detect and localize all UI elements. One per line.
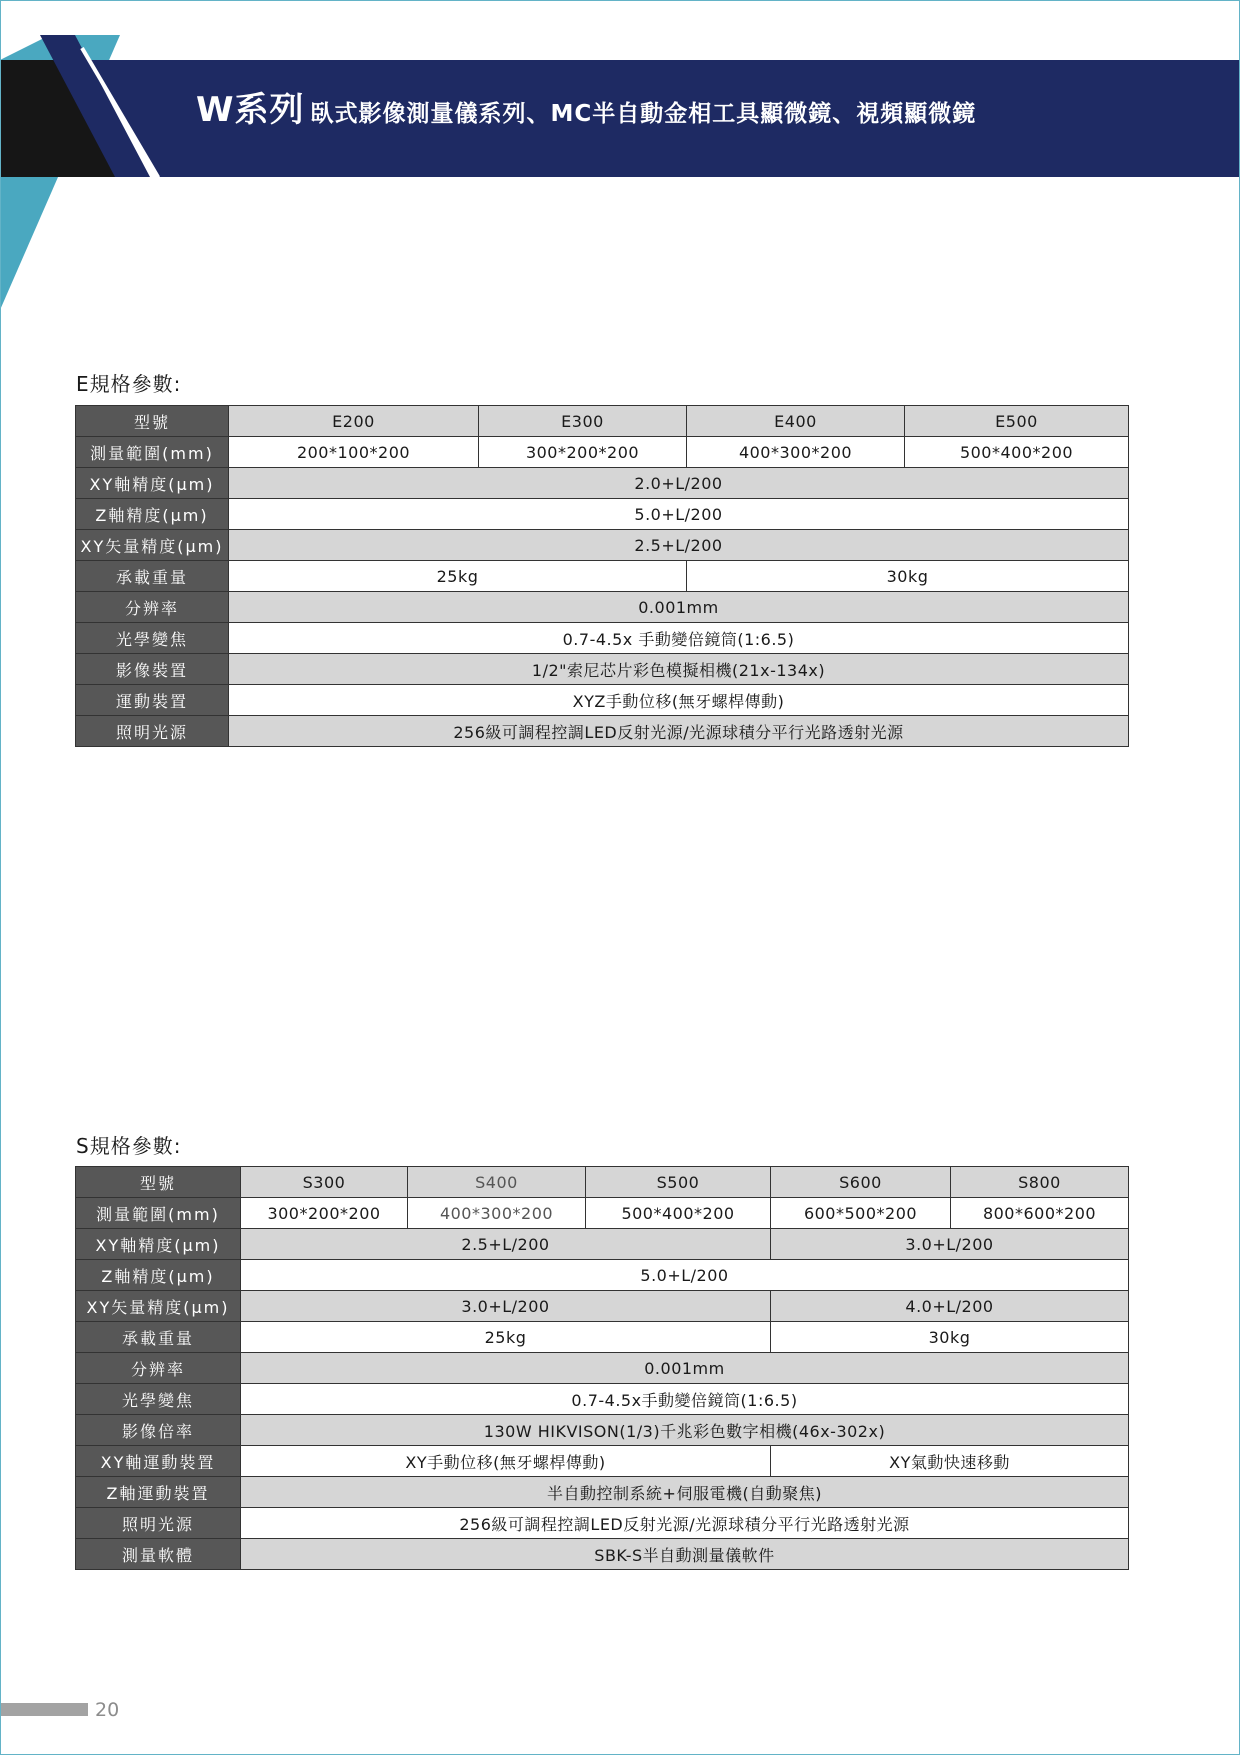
table-row [76,561,1129,592]
table-cell: S300 [241,1167,408,1198]
table-row [76,1229,1129,1260]
table-cell: E400 [687,406,905,437]
table-cell: 0.001mm [241,1353,1129,1384]
table-cell: 30kg [771,1322,1129,1353]
row-label: XY矢量精度(μm) [76,530,229,561]
row-label: 測量軟體 [76,1539,241,1570]
row-label: 承載重量 [76,561,229,592]
s-spec-table [75,1166,1129,1570]
row-label: 型號 [76,406,229,437]
table-cell: 300*200*200 [479,437,687,468]
row-label: 照明光源 [76,716,229,747]
table-cell: 0.001mm [229,592,1129,623]
series-brand: W系列 [196,90,305,130]
table-row [76,1198,1129,1229]
table-cell: 5.0+L/200 [241,1260,1129,1291]
table-row [76,1446,1129,1477]
table-cell: XY手動位移(無牙螺桿傳動) [241,1446,771,1477]
table-cell: XYZ手動位移(無牙螺桿傳動) [229,685,1129,716]
table-cell: 130W HIKVISON(1/3)千兆彩色數字相機(46x-302x) [241,1415,1129,1446]
table-cell: 4.0+L/200 [771,1291,1129,1322]
row-label: 測量範圍(mm) [76,1198,241,1229]
table-row [76,406,1129,437]
row-label: 測量範圍(mm) [76,437,229,468]
table-row [76,1415,1129,1446]
series-subtitle: 臥式影像測量儀系列、MC半自動金相工具顯微鏡、視頻顯微鏡 [310,101,977,127]
table-cell: 2.5+L/200 [241,1229,771,1260]
table-cell: 25kg [229,561,687,592]
table-cell: 800*600*200 [951,1198,1129,1229]
table-cell: S600 [771,1167,951,1198]
table-row [76,530,1129,561]
row-label: 影像裝置 [76,654,229,685]
table-row [76,499,1129,530]
table-cell: 300*200*200 [241,1198,408,1229]
table-cell: 600*500*200 [771,1198,951,1229]
row-label: Z軸運動裝置 [76,1477,241,1508]
table-cell: 400*300*200 [687,437,905,468]
table-cell: S400 [408,1167,586,1198]
row-label: XY軸精度(μm) [76,1229,241,1260]
row-label: 分辨率 [76,592,229,623]
table-cell: 200*100*200 [229,437,479,468]
row-label: Z軸精度(μm) [76,1260,241,1291]
table-row [76,1508,1129,1539]
table-row [76,654,1129,685]
table-row [76,468,1129,499]
e-spec-table [75,405,1129,747]
table-cell: 2.5+L/200 [229,530,1129,561]
table-row [76,1260,1129,1291]
table-cell: 25kg [241,1322,771,1353]
table-cell: S800 [951,1167,1129,1198]
table-row [76,1353,1129,1384]
table-row [76,1384,1129,1415]
table-row [76,623,1129,654]
row-label: 型號 [76,1167,241,1198]
table-cell: 30kg [687,561,1129,592]
s-spec-heading: S規格參數: [76,1134,182,1158]
e-spec-heading: E規格參數: [76,372,182,396]
table-row [76,437,1129,468]
table-cell: 500*400*200 [586,1198,771,1229]
row-label: XY軸精度(μm) [76,468,229,499]
table-row [76,1477,1129,1508]
table-cell: E300 [479,406,687,437]
table-row [76,1291,1129,1322]
table-cell: 3.0+L/200 [771,1229,1129,1260]
table-row [76,716,1129,747]
table-cell: 256級可調程控調LED反射光源/光源球積分平行光路透射光源 [229,716,1129,747]
row-label: 影像倍率 [76,1415,241,1446]
row-label: XY矢量精度(μm) [76,1291,241,1322]
table-cell: 2.0+L/200 [229,468,1129,499]
table-cell: 5.0+L/200 [229,499,1129,530]
table-cell: 400*300*200 [408,1198,586,1229]
row-label: 光學變焦 [76,1384,241,1415]
table-cell: E200 [229,406,479,437]
row-label: 分辨率 [76,1353,241,1384]
page-number-bar [0,1703,88,1716]
table-row [76,592,1129,623]
table-cell: E500 [905,406,1129,437]
table-cell: XY氣動快速移動 [771,1446,1129,1477]
table-cell: 0.7-4.5x手動變倍鏡筒(1:6.5) [241,1384,1129,1415]
row-label: 照明光源 [76,1508,241,1539]
table-cell: 3.0+L/200 [241,1291,771,1322]
table-row [76,1539,1129,1570]
row-label: 光學變焦 [76,623,229,654]
row-label: 運動裝置 [76,685,229,716]
table-cell: 500*400*200 [905,437,1129,468]
row-label: 承載重量 [76,1322,241,1353]
table-cell: 0.7-4.5x 手動變倍鏡筒(1:6.5) [229,623,1129,654]
table-cell: 半自動控制系統+伺服電機(自動聚焦) [241,1477,1129,1508]
table-cell: 1/2"索尼芯片彩色模擬相機(21x-134x) [229,654,1129,685]
page-number: 20 [95,1699,120,1721]
table-row [76,1322,1129,1353]
header-banner [0,0,1240,310]
row-label: XY軸運動裝置 [76,1446,241,1477]
table-row [76,685,1129,716]
table-row [76,1167,1129,1198]
table-cell: S500 [586,1167,771,1198]
table-cell: SBK-S半自動測量儀軟件 [241,1539,1129,1570]
table-cell: 256級可調程控調LED反射光源/光源球積分平行光路透射光源 [241,1508,1129,1539]
row-label: Z軸精度(μm) [76,499,229,530]
page-title [196,82,976,131]
